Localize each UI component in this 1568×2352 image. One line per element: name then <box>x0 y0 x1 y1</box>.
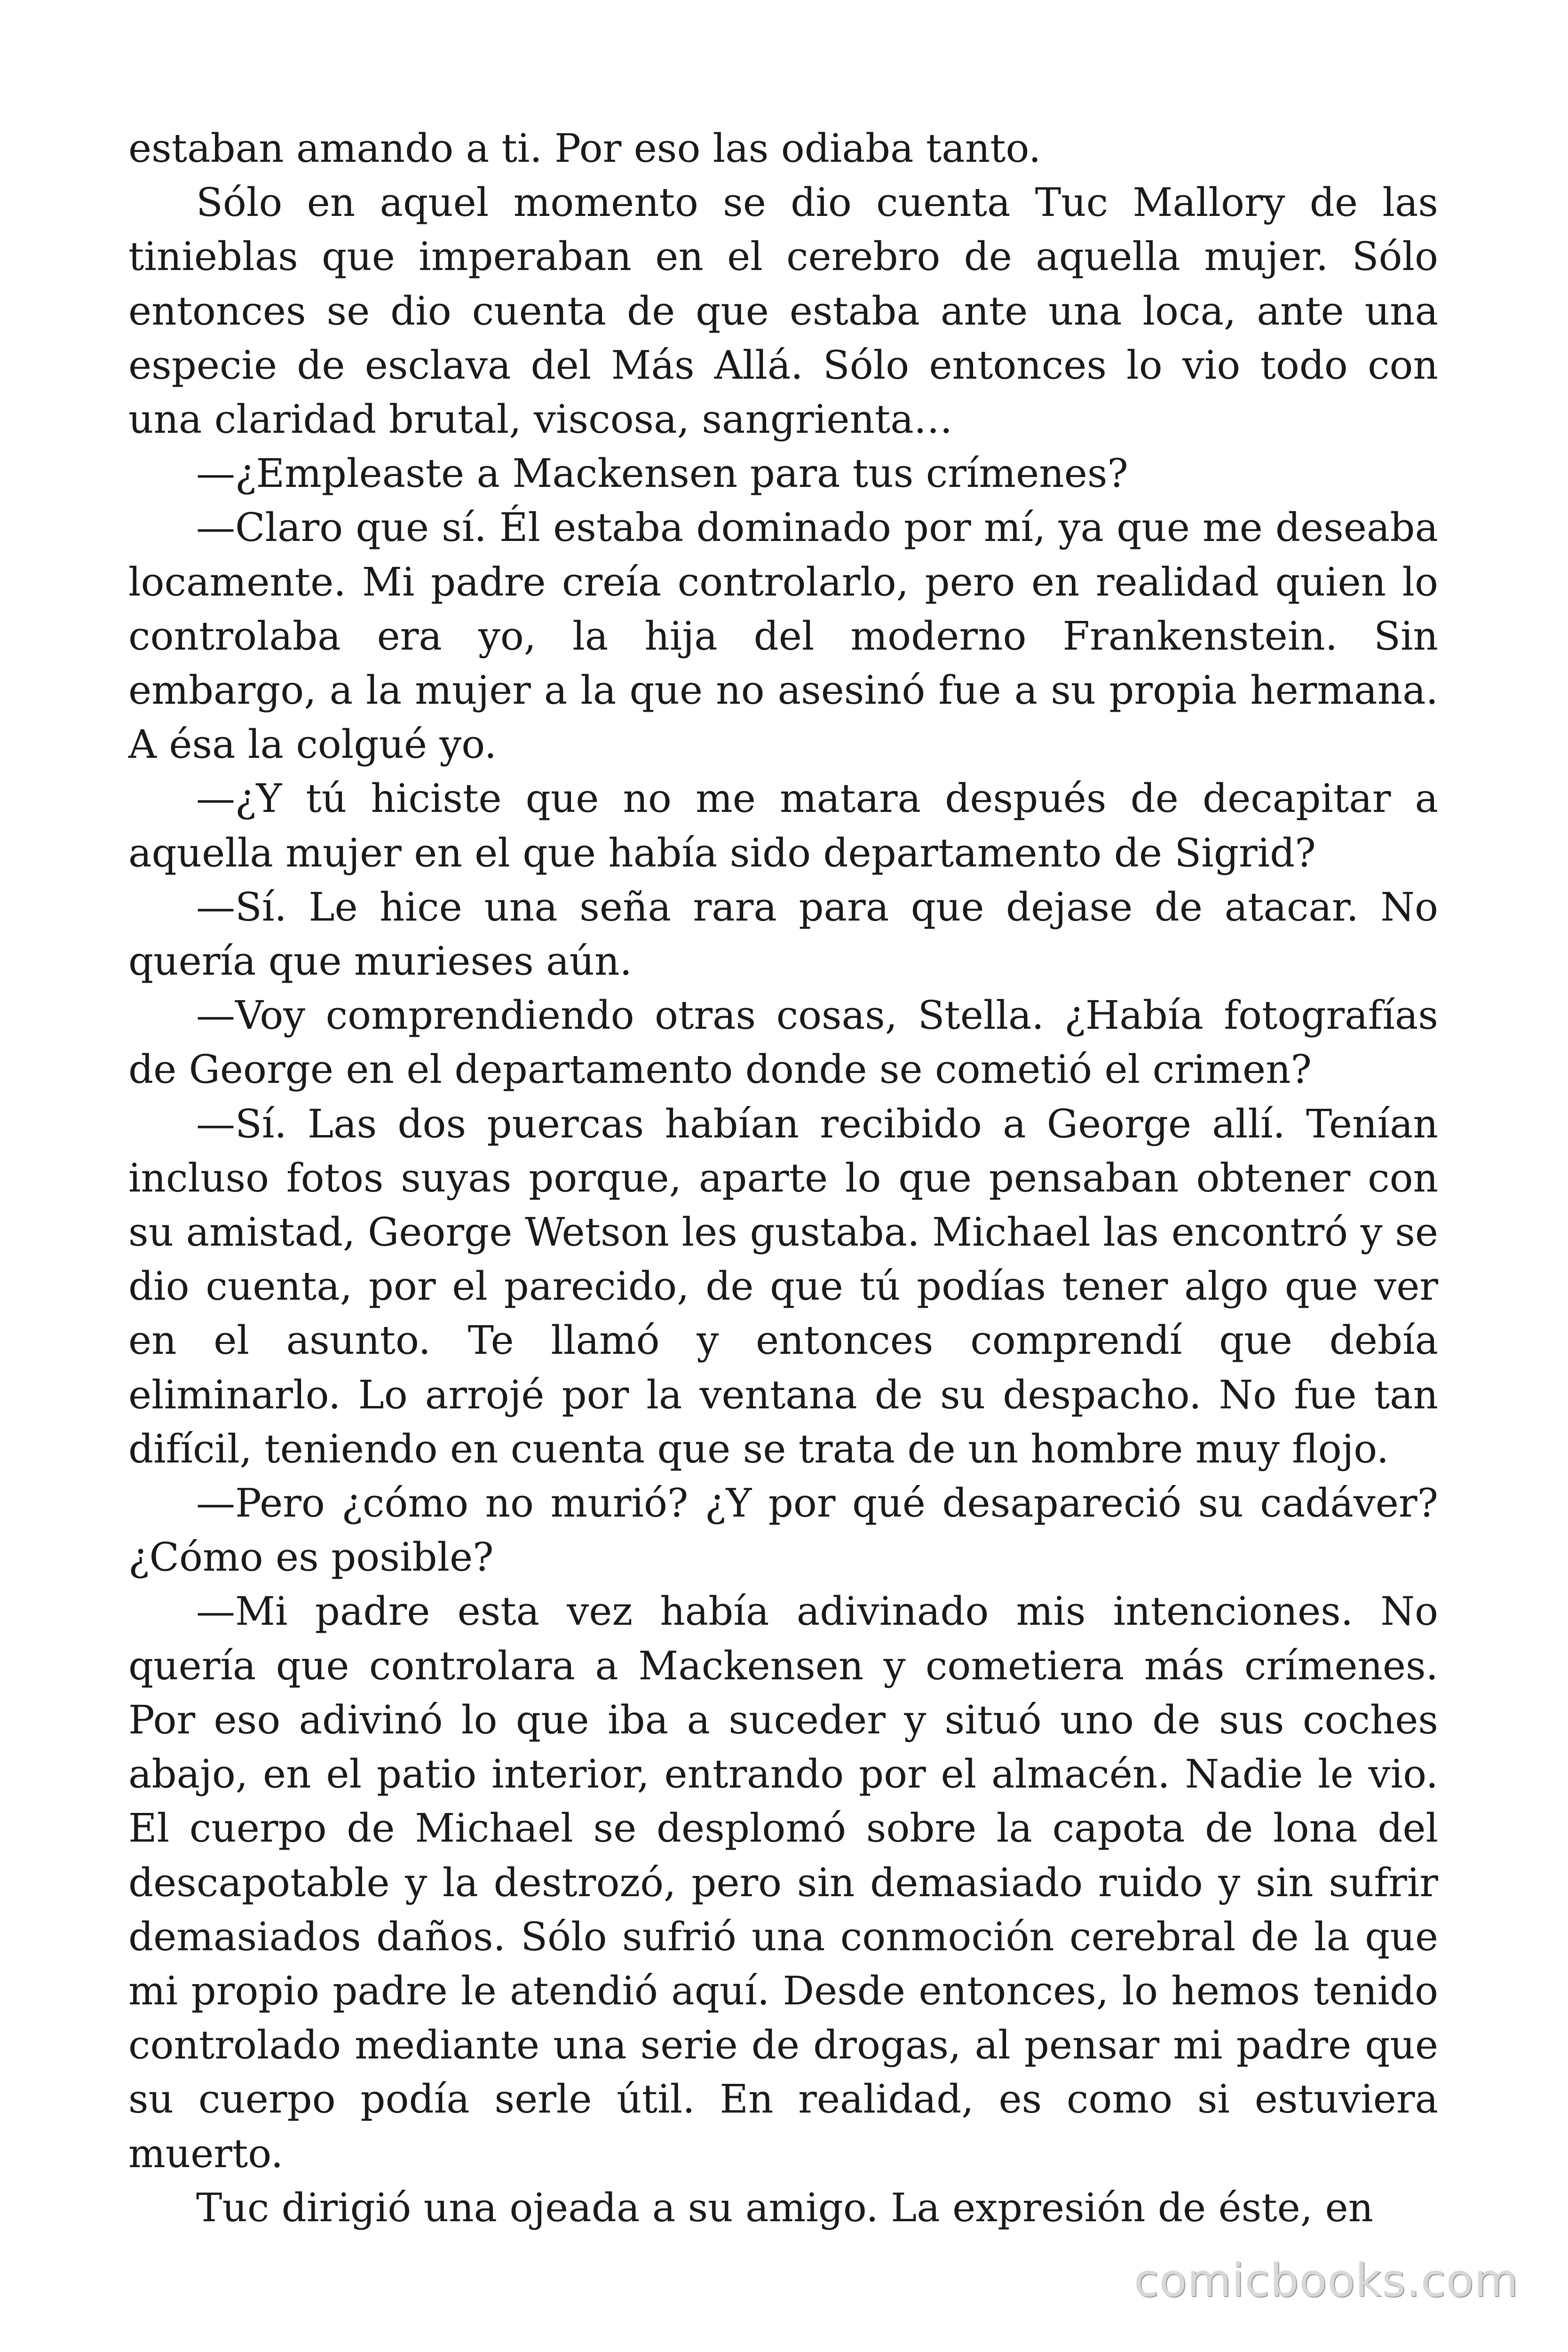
paragraph: Sólo en aquel momento se dio cuenta Tuc Mallory de las tinieblas que imperaban en el cerebro de aquella mujer. Sólo entonces se dio cuenta de que estaba ante una loca, ante una especie de esclava del Más Allá. Sólo entonces lo vio todo con una claridad brutal, viscosa, sangrienta… <box>128 180 1438 443</box>
watermark: comicbooks.com <box>1133 2254 1519 2307</box>
paragraph: —Claro que sí. Él estaba dominado por mí, ya que me deseaba locamente. Mi padre creía controlarlo, pero en realidad quien lo controlaba era yo, la hija del moderno Frankenstein. Sin embargo, a la mujer a la que no asesinó fue a su propia hermana. A ésa la colgué yo. <box>128 505 1438 768</box>
paragraph: —Sí. Le hice una seña rara para que dejase de atacar. No quería que murieses aún. <box>128 884 1438 985</box>
paragraph: —¿Empleaste a Mackensen para tus crímenes? <box>196 451 1128 497</box>
paragraph: estaban amando a ti. Por eso las odiaba tanto. <box>128 126 1041 171</box>
paragraph: —Mi padre esta vez había adivinado mis intenciones. No quería que controlara a Mackensen y cometiera más crímenes. Por eso adivinó lo que iba a suceder y situó uno de sus coches abajo, en el patio interior, entrando por el almacén. Nadie le vio. El cuerpo de Michael se desplomó sobre la capota de lona del descapotable y la destrozó, pero sin demasiado ruido y sin sufrir demasiados daños. Sólo sufrió una conmoción cerebral de la que mi propio padre le atendió aquí. Desde entonces, lo hemos tenido controlado mediante una serie de drogas, al pensar mi padre que su cuerpo podía serle útil. En realidad, es como si estuviera muerto. <box>128 1589 1438 2177</box>
paragraph-last: Tuc dirigió una ojeada a su amigo. La expresión de éste, en <box>196 2185 1374 2231</box>
page-text <box>128 121 1438 2235</box>
paragraph: —Pero ¿cómo no murió? ¿Y por qué desapareció su cadáver? ¿Cómo es posible? <box>128 1480 1438 1581</box>
paragraph: —Sí. Las dos puercas habían recibido a George allí. Tenían incluso fotos suyas porque, aparte lo que pensaban obtener con su amistad, George Wetson les gustaba. Michael las encontró y se dio cuenta, por el parecido, de que tú podías tener algo que ver en el asunto. Te llamó y entonces comprendí que debía eliminarlo. Lo arrojé por la ventana de su despacho. No fue tan difícil, teniendo en cuenta que se trata de un hombre muy flojo. <box>128 1101 1438 1472</box>
paragraph: —Voy comprendiendo otras cosas, Stella. ¿Había fotografías de George en el departamento donde se cometió el crimen? <box>128 993 1438 1093</box>
paragraph: —¿Y tú hiciste que no me matara después de decapitar a aquella mujer en el que había sido departamento de Sigrid? <box>128 776 1438 876</box>
